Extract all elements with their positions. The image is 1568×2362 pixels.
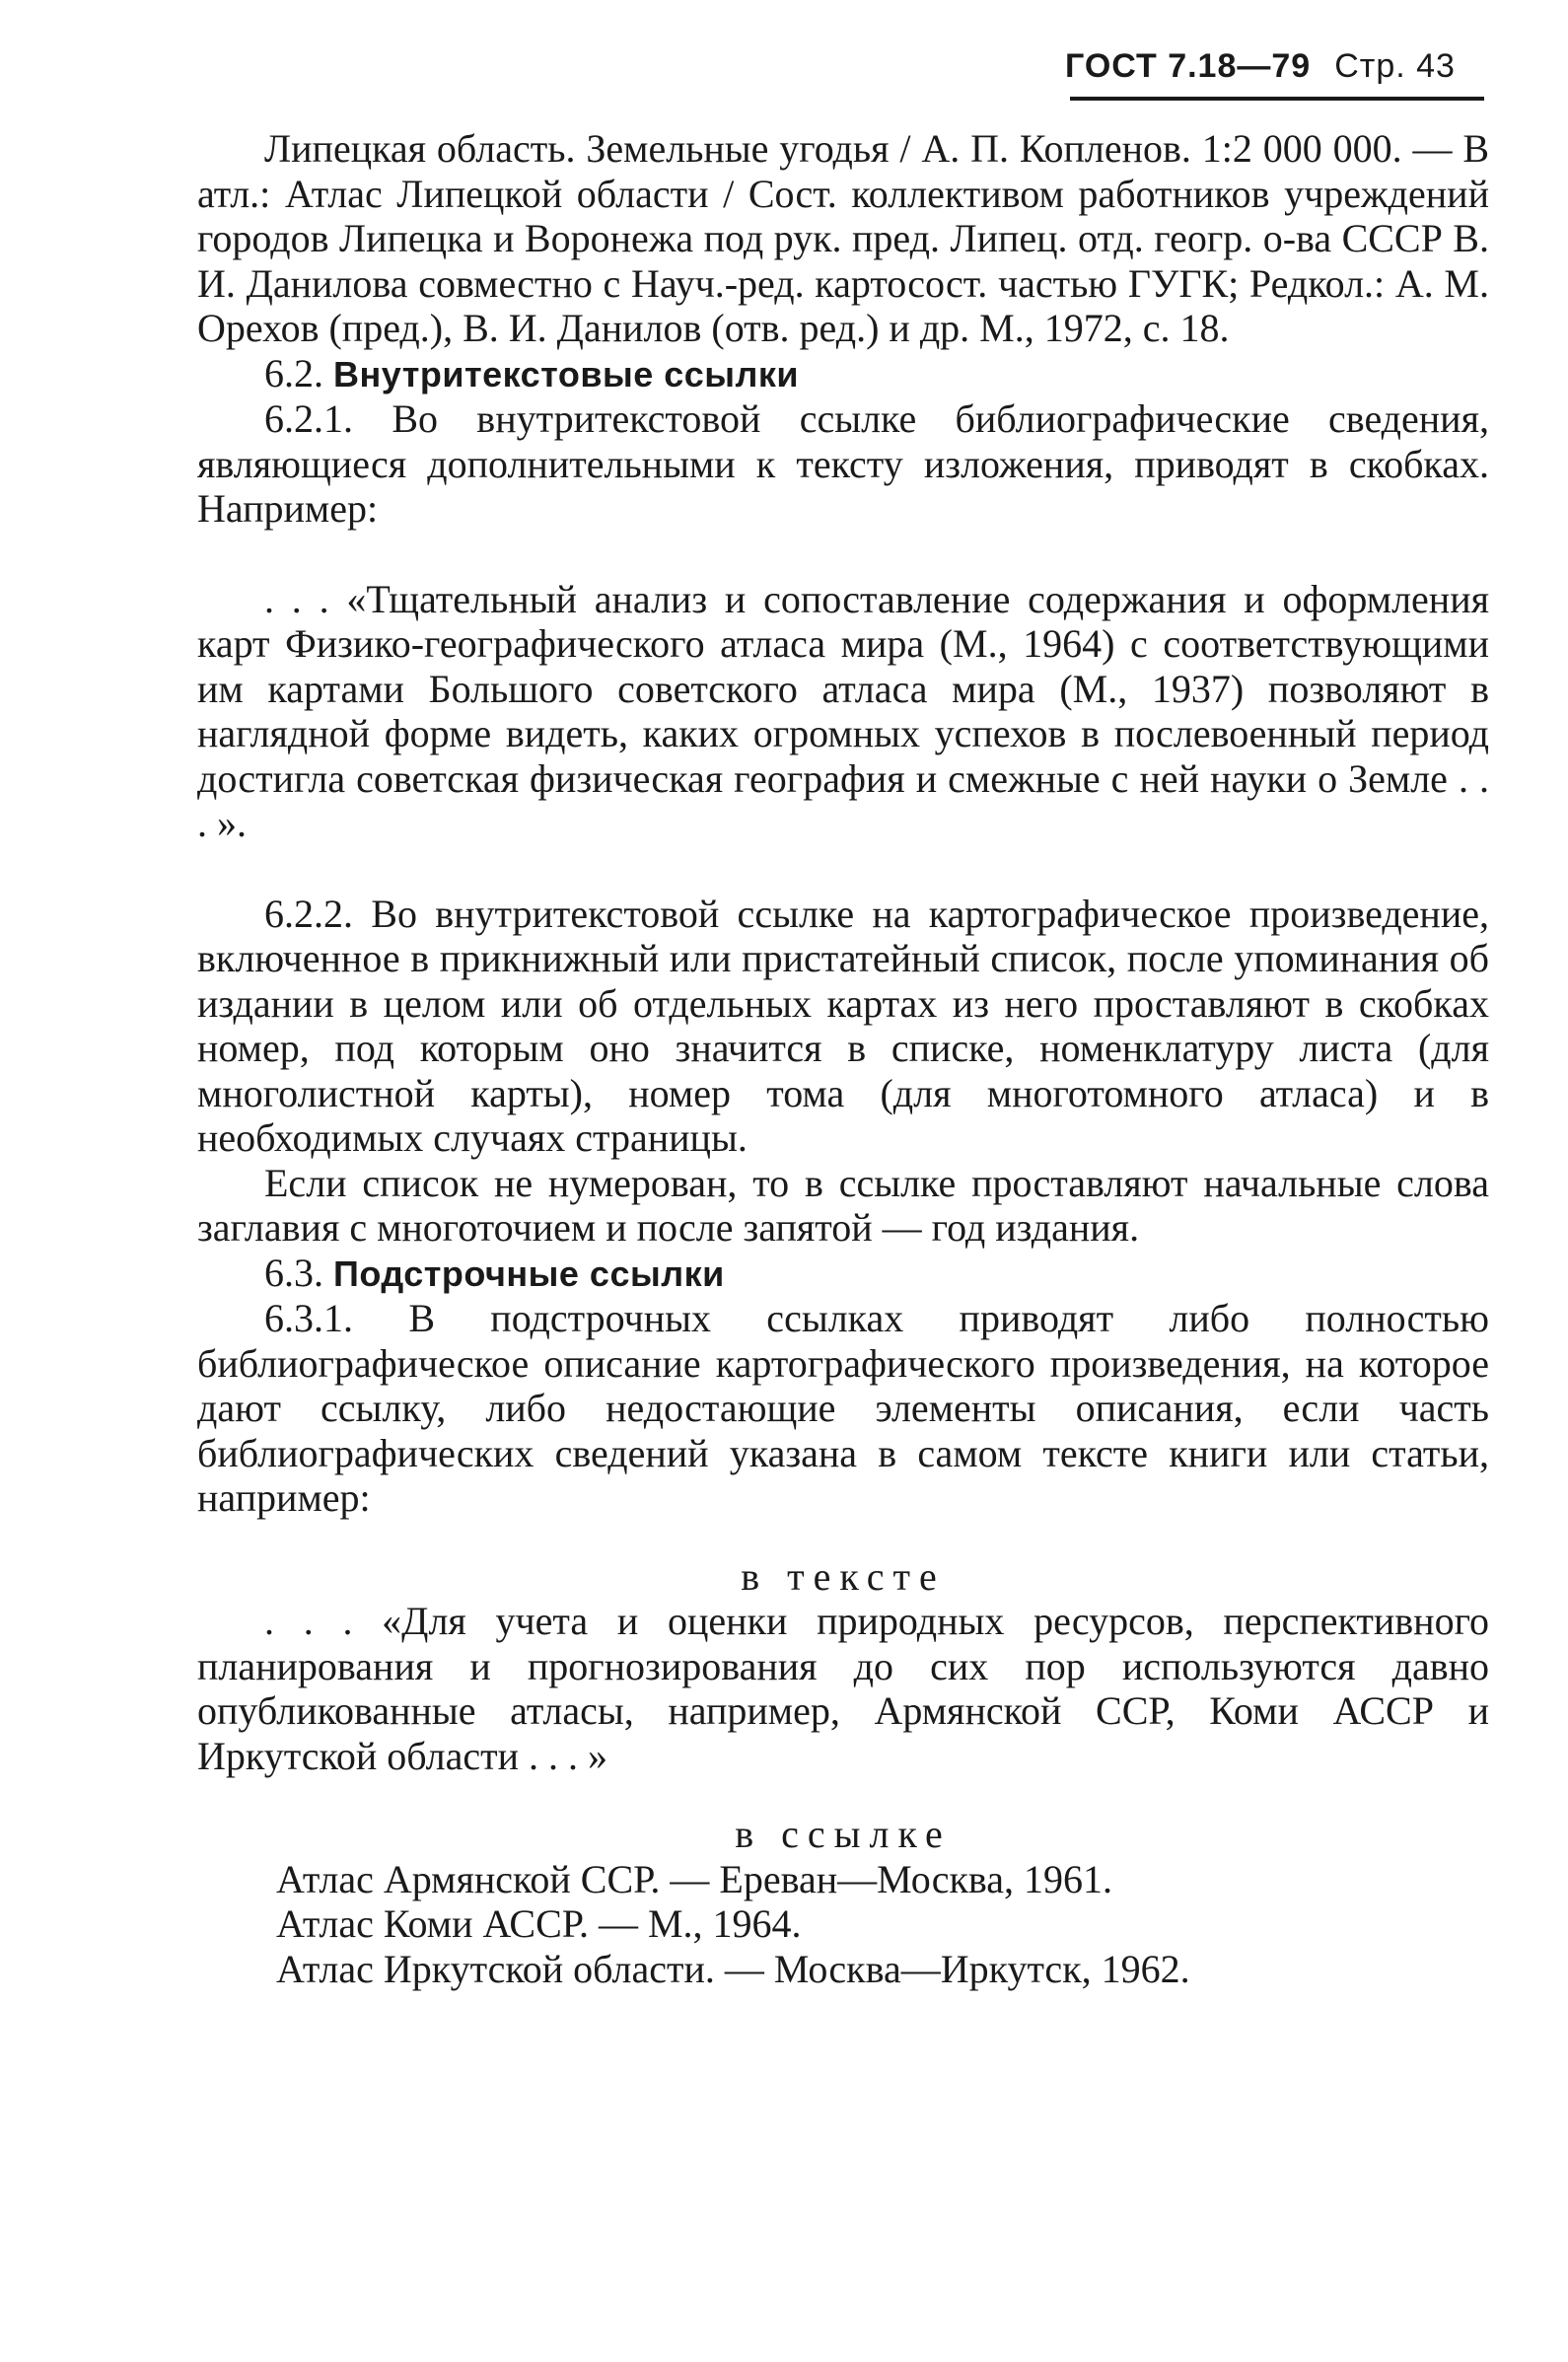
section-title: Подстрочные ссылки (333, 1253, 725, 1294)
section-number: 6.2. (264, 350, 323, 395)
section-title: Внутритекстовые ссылки (333, 353, 800, 394)
section-heading-6-3 (197, 1251, 1489, 1297)
spacer (197, 1521, 1489, 1554)
reference-item: Атлас Армянской ССР. — Ереван—Москва, 1961. (276, 1856, 1112, 1901)
paragraph-6-2-2: 6.2.2. Во внутритекстовой ссылке на картографическое произведение, включенное в прикнижный или пристатейный список, после упоминания об издании в целом или об отдельных картах из него проставляют в скобках номер, под которым оно значится в списке, номенклатуру листа (для многолистной карты), номер тома (для многотомного атласа) и в необходимых случаях страницы. (197, 891, 1489, 1160)
label-in-reference: в ссылке (735, 1812, 952, 1856)
quote-example-2: . . . «Для учета и оценки природных ресурсов, перспективного планирования и прогнозирования до сих пор используются давно опубликованные атласы, например, Армянской ССР, Коми АССР и Иркутской области . . . » (197, 1599, 1489, 1778)
standard-number: ГОСТ 7.18—79 (1065, 47, 1312, 85)
page-header (1065, 47, 1489, 86)
paragraph-6-3-1: 6.3.1. В подстрочных ссылках приводят либо полностью библиографическое описание картографического произведения, на которое дают ссылку, либо недостающие элементы описания, если часть библиографических сведений указана в самом тексте книги или статьи, например: (197, 1296, 1489, 1520)
spacer (197, 846, 1489, 892)
spacer (197, 1778, 1489, 1812)
page-number: Стр. 43 (1334, 47, 1456, 85)
paragraph-6-2-2-continued: Если список не нумерован, то в ссылке проставляют начальные слова заглавия с многоточием и после запятой — год издания. (197, 1160, 1489, 1250)
example-map-description: Липецкая область. Земельные угодья / А. П. Копленов. 1:2 000 000. — В атл.: Атлас Липецкой области / Сост. коллективом работников учреждений городов Липецка и Воронежа под рук. пред. Липец. отд. геогр. о-ва СССР В. И. Данилова совместно с Науч.-ред. картосост. частью ГУГК; Редкол.: А. М. Орехов (пред.), В. И. Данилов (отв. ред.) и др. М., 1972, с. 18. (197, 126, 1489, 350)
section-number: 6.3. (264, 1250, 323, 1295)
reference-item: Атлас Иркутской области. — Москва—Иркутск, 1962. (276, 1946, 1190, 1991)
paragraph-6-2-1: 6.2.1. Во внутритекстовой ссылке библиографические сведения, являющиеся дополнительными к тексту изложения, приводят в скобках. Например: (197, 396, 1489, 531)
spacer (197, 532, 1489, 577)
label-in-text: в тексте (741, 1553, 946, 1599)
reference-item: Атлас Коми АССР. — М., 1964. (276, 1901, 802, 1946)
section-heading-6-2 (197, 351, 1489, 397)
reference-list (197, 1857, 1489, 1992)
quote-example-1: . . . «Тщательный анализ и сопоставление содержания и оформления карт Физико-географического атласа мира (М., 1964) с соответствующими им картами Большого советского атласа мира (М., 1937) позволяют в наглядной форме видеть, каких огромных успехов в послевоенный период достигла советская физическая география и смежные с ней науки о Земле . . . ». (197, 576, 1489, 845)
document-body (197, 126, 1489, 1991)
header-rule (1070, 97, 1484, 101)
